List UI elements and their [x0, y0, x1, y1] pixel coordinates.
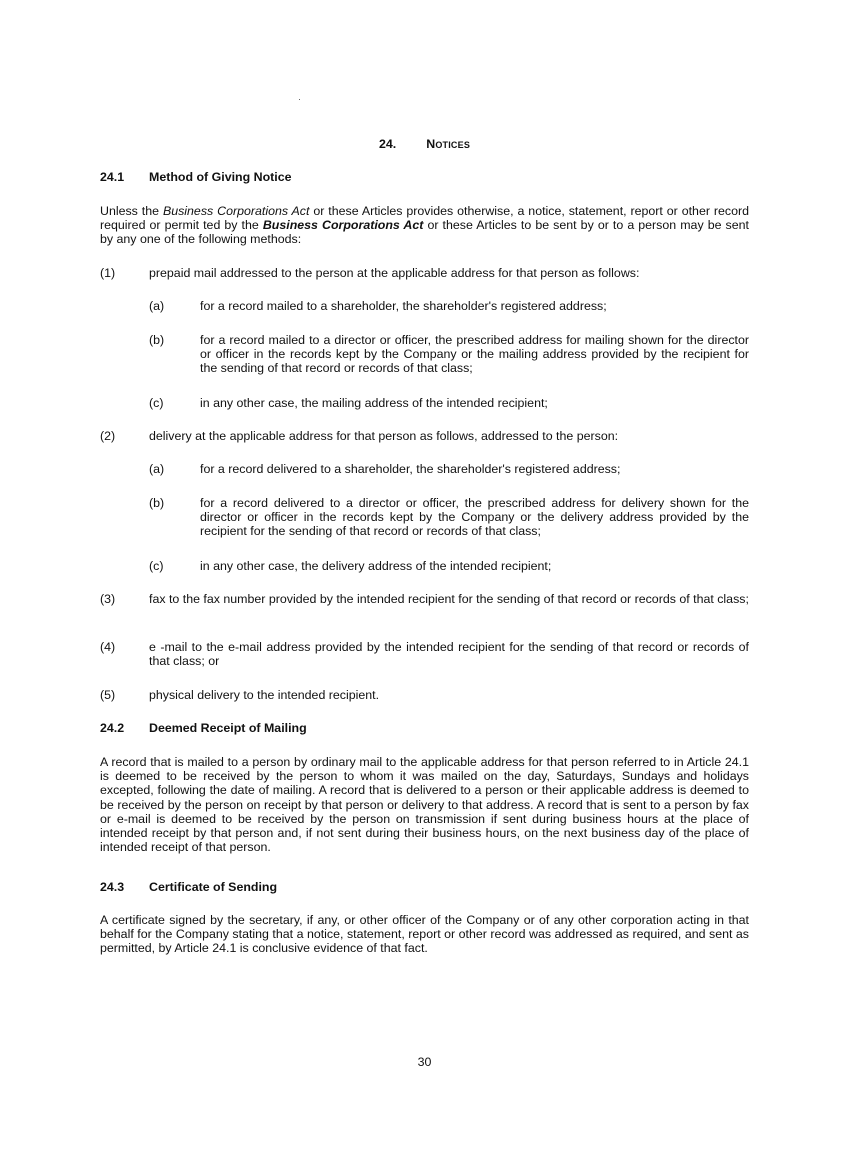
item-number: (3)	[100, 592, 116, 606]
item-text: delivery at the applicable address for that person as follows, addressed to the person:	[149, 429, 619, 443]
section-title: Method of Giving Notice	[149, 170, 292, 184]
intro-text-2: or these Articles provides otherwise, a notice, statement, report or other record required or permit ted by the	[100, 204, 749, 233]
item-number: (2)	[100, 429, 116, 443]
sub-item-number: (c)	[149, 396, 164, 410]
sub-item-text: for a record mailed to a shareholder, the shareholder's registered address;	[200, 299, 607, 313]
section-number: 24.1	[100, 170, 125, 184]
intro-text-1: Unless the	[100, 204, 163, 218]
item-number: (1)	[100, 266, 116, 280]
item-number: (5)	[100, 688, 116, 702]
item-text: prepaid mail addressed to the person at the applicable address for that person as follows:	[149, 266, 640, 280]
page-number: 30	[417, 1055, 432, 1069]
item-text: fax to the fax number provided by the intended recipient for the sending of that record or records of that class;	[149, 592, 749, 606]
sub-item-text: for a record delivered to a director or officer, the prescribed address for delivery shown for the director or officer in the records kept by the Company or the delivery address provided by the recipient for the sending of that record or records of that class;	[200, 496, 749, 539]
sub-item-text: in any other case, the delivery address of the intended recipient;	[200, 559, 552, 573]
sub-item-number: (a)	[149, 462, 165, 476]
act-name-2: Business Corporations Act	[262, 218, 424, 233]
sub-item-number: (a)	[149, 299, 165, 313]
section-24-1-intro	[100, 204, 749, 247]
act-name-1: Business Corporations Act	[162, 204, 310, 218]
section-number: 24.2	[100, 721, 125, 735]
sub-item-number: (c)	[149, 559, 164, 573]
item-text: physical delivery to the intended recipient.	[149, 688, 380, 702]
sub-item-text: for a record delivered to a shareholder, the shareholder's registered address;	[200, 462, 621, 476]
section-heading-24-2	[100, 721, 307, 735]
section-24-2-text: A record that is mailed to a person by ordinary mail to the applicable address for that person referred to in Article 24.1 is deemed to be received by the person to whom it was mailed on the day, Saturdays, Sundays and holidays excepted, following the date of mailing. A record that is delivered to a person or their applicable address is deemed to be received by the person on receipt by that person or delivery to that address. A record that is sent to a person by fax or e-mail is deemed to be received by the person on transmission if sent during business hours at the place of intended receipt by that person and, if not sent during their business hours, on the next business day of the place of intended receipt of that person.	[100, 755, 749, 855]
stray-mark	[299, 99, 300, 100]
article-title: Notices	[426, 137, 471, 151]
section-number: 24.3	[100, 880, 125, 894]
sub-item-text: for a record mailed to a director or officer, the prescribed address for mailing shown for the director or officer in the records kept by the Company or the mailing address provided by the recipient for the sending of that record or records of that class;	[200, 333, 749, 376]
sub-item-number: (b)	[149, 496, 165, 510]
section-heading-24-1	[100, 170, 292, 184]
intro-text-3: or these Articles to be sent by or to a person may be sent by any one of the following methods:	[100, 218, 749, 247]
article-number: 24.	[378, 137, 397, 151]
section-title: Certificate of Sending	[149, 880, 278, 894]
sub-item-text: in any other case, the mailing address of the intended recipient;	[200, 396, 548, 410]
item-text: e -mail to the e-mail address provided by the intended recipient for the sending of that record or records of that class; or	[149, 640, 749, 669]
article-heading	[0, 137, 849, 151]
section-title: Deemed Receipt of Mailing	[149, 721, 307, 735]
sub-item-number: (b)	[149, 333, 165, 347]
item-number: (4)	[100, 640, 116, 654]
section-heading-24-3	[100, 880, 277, 894]
section-24-3-text: A certificate signed by the secretary, if any, or other officer of the Company or of any other corporation acting in that behalf for the Company stating that a notice, statement, report or other record was addressed as required, and sent as permitted, by Article 24.1 is conclusive evidence of that fact.	[100, 913, 749, 956]
